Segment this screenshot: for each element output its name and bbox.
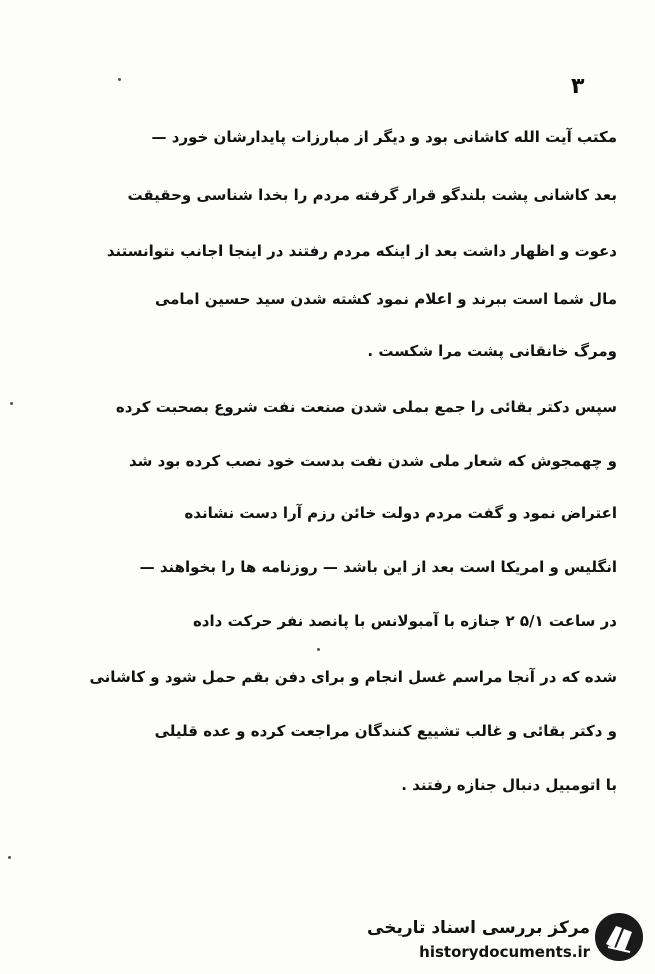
text-line: مکتب آیت الله کاشانی بود و دیگر از مبارزات پایدارشان خورد — (151, 128, 617, 146)
archive-watermark (368, 912, 650, 966)
scan-speck (8, 856, 11, 859)
text-line: ومرگ خانقانی پشت مرا شکست . (367, 342, 617, 360)
archive-url: historydocuments.ir (419, 943, 590, 961)
document-body (62, 0, 617, 820)
text-line: و چهمجوش که شعار ملی شدن نفت بدست خود نصب کرده بود شد (129, 452, 617, 470)
text-line: اعتراض نمود و گفت مردم دولت خائن رزم آرا دست نشانده (184, 504, 617, 522)
text-line: و دکتر بقائی و غالب تشییع کنندگان مراجعت کرده و عده قلیلی (154, 722, 617, 740)
text-line: مال شما است ببرند و اعلام نمود کشته شدن سید حسین امامی (154, 290, 617, 308)
text-line: سپس دکتر بقائی را جمع بملی شدن صنعت نفت شروع بصحبت کرده (115, 398, 617, 416)
text-line: انگلیس و امریکا است بعد از این باشد — روزنامه ها را بخواهند — (139, 558, 617, 576)
scan-speck (118, 78, 121, 81)
scan-speck (317, 648, 320, 651)
text-line: بعد کاشانی پشت بلندگو قرار گرفته مردم را بخدا شناسی وحقیقت (127, 186, 617, 204)
scan-speck (10, 402, 13, 405)
archive-title: مرکز بررسی اسناد تاریخی (367, 918, 590, 938)
text-line: دعوت و اظهار داشت بعد از اینکه مردم رفتند در اینجا اجانب نتوانستند (106, 242, 617, 260)
text-line: در ساعت ۵/۱ ۲ جنازه با آمبولانس با پانصد نفر حرکت داده (192, 612, 617, 630)
text-line: با اتومبیل دنبال جنازه رفتند . (401, 776, 617, 794)
book-emblem-icon (594, 912, 644, 962)
page-number: ۳ (571, 74, 585, 99)
text-line: شده که در آنجا مراسم غسل انجام و برای دفن بقم حمل شود و کاشانی (89, 668, 617, 686)
